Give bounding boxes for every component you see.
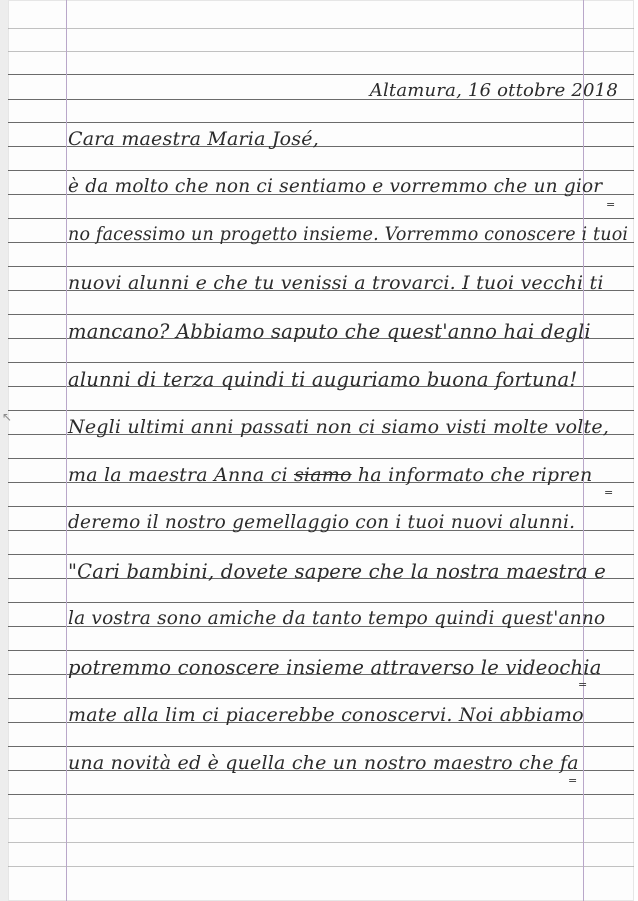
letter-line-13: una novità ed è quella che un nostro maestro che fa bbox=[68, 752, 579, 774]
hyphen-mark: = bbox=[568, 774, 578, 787]
letter-line-4: mancano? Abbiamo saputo che quest'anno hai degli bbox=[68, 320, 591, 343]
letter-date: Altamura, 16 ottobre 2018 bbox=[369, 80, 618, 101]
ruled-line bbox=[8, 842, 634, 843]
ruled-line bbox=[8, 650, 634, 651]
letter-line-7-start: ma la maestra Anna ci bbox=[68, 464, 288, 486]
letter-line-11: potremmo conoscere insieme attraverso le videochia bbox=[68, 656, 602, 679]
ruled-line bbox=[8, 458, 634, 459]
letter-line-12: mate alla lim ci piacerebbe conoscervi. Noi abbiamo bbox=[68, 704, 584, 726]
ruled-line bbox=[8, 698, 634, 699]
ruled-line bbox=[8, 170, 634, 171]
left-margin-line bbox=[66, 0, 67, 901]
right-margin-line bbox=[583, 0, 584, 901]
ruled-line bbox=[8, 266, 634, 267]
letter-line-1: è da molto che non ci sentiamo e vorremmo che un gior bbox=[68, 176, 603, 197]
letter-line-8: deremo il nostro gemellaggio con i tuoi nuovi alunni. bbox=[68, 512, 576, 533]
ruled-line bbox=[8, 818, 634, 819]
ruled-line bbox=[8, 554, 634, 555]
ruled-line bbox=[8, 866, 634, 867]
ruled-line bbox=[8, 794, 634, 795]
letter-line-7-end: ha informato che ripren bbox=[357, 464, 593, 486]
letter-line-6: Negli ultimi anni passati non ci siamo visti molte volte, bbox=[68, 416, 610, 438]
ruled-line bbox=[8, 746, 634, 747]
crossed-out-word: siamo bbox=[293, 464, 352, 486]
ruled-line bbox=[8, 28, 634, 29]
ruled-line bbox=[8, 410, 634, 411]
letter-line-2: no facessimo un progetto insieme. Vorremmo conoscere i tuoi bbox=[68, 224, 629, 245]
hyphen-mark: = bbox=[606, 198, 616, 211]
ruled-line bbox=[8, 51, 634, 52]
letter-line-10: la vostra sono amiche da tanto tempo quindi quest'anno bbox=[68, 608, 606, 629]
letter-line-9: "Cari bambini, dovete sapere che la nostra maestra e bbox=[68, 560, 607, 583]
ruled-line bbox=[8, 362, 634, 363]
hyphen-mark: = bbox=[604, 486, 614, 499]
letter-line-3: nuovi alunni e che tu venissi a trovarci. I tuoi vecchi ti bbox=[68, 272, 604, 294]
letter-line-5: alunni di terza quindi ti auguriamo buona fortuna! bbox=[68, 368, 578, 391]
margin-mark: ↖ bbox=[2, 410, 13, 424]
ruled-line bbox=[8, 314, 634, 315]
letter-line-7 bbox=[68, 464, 592, 486]
page-left-edge bbox=[0, 0, 8, 901]
ruled-line bbox=[8, 506, 634, 507]
hyphen-mark: = bbox=[578, 678, 588, 691]
letter-greeting: Cara maestra Maria José, bbox=[68, 128, 319, 150]
ruled-line bbox=[8, 218, 634, 219]
ruled-line bbox=[8, 74, 634, 75]
ruled-line bbox=[8, 602, 634, 603]
ruled-line bbox=[8, 122, 634, 123]
